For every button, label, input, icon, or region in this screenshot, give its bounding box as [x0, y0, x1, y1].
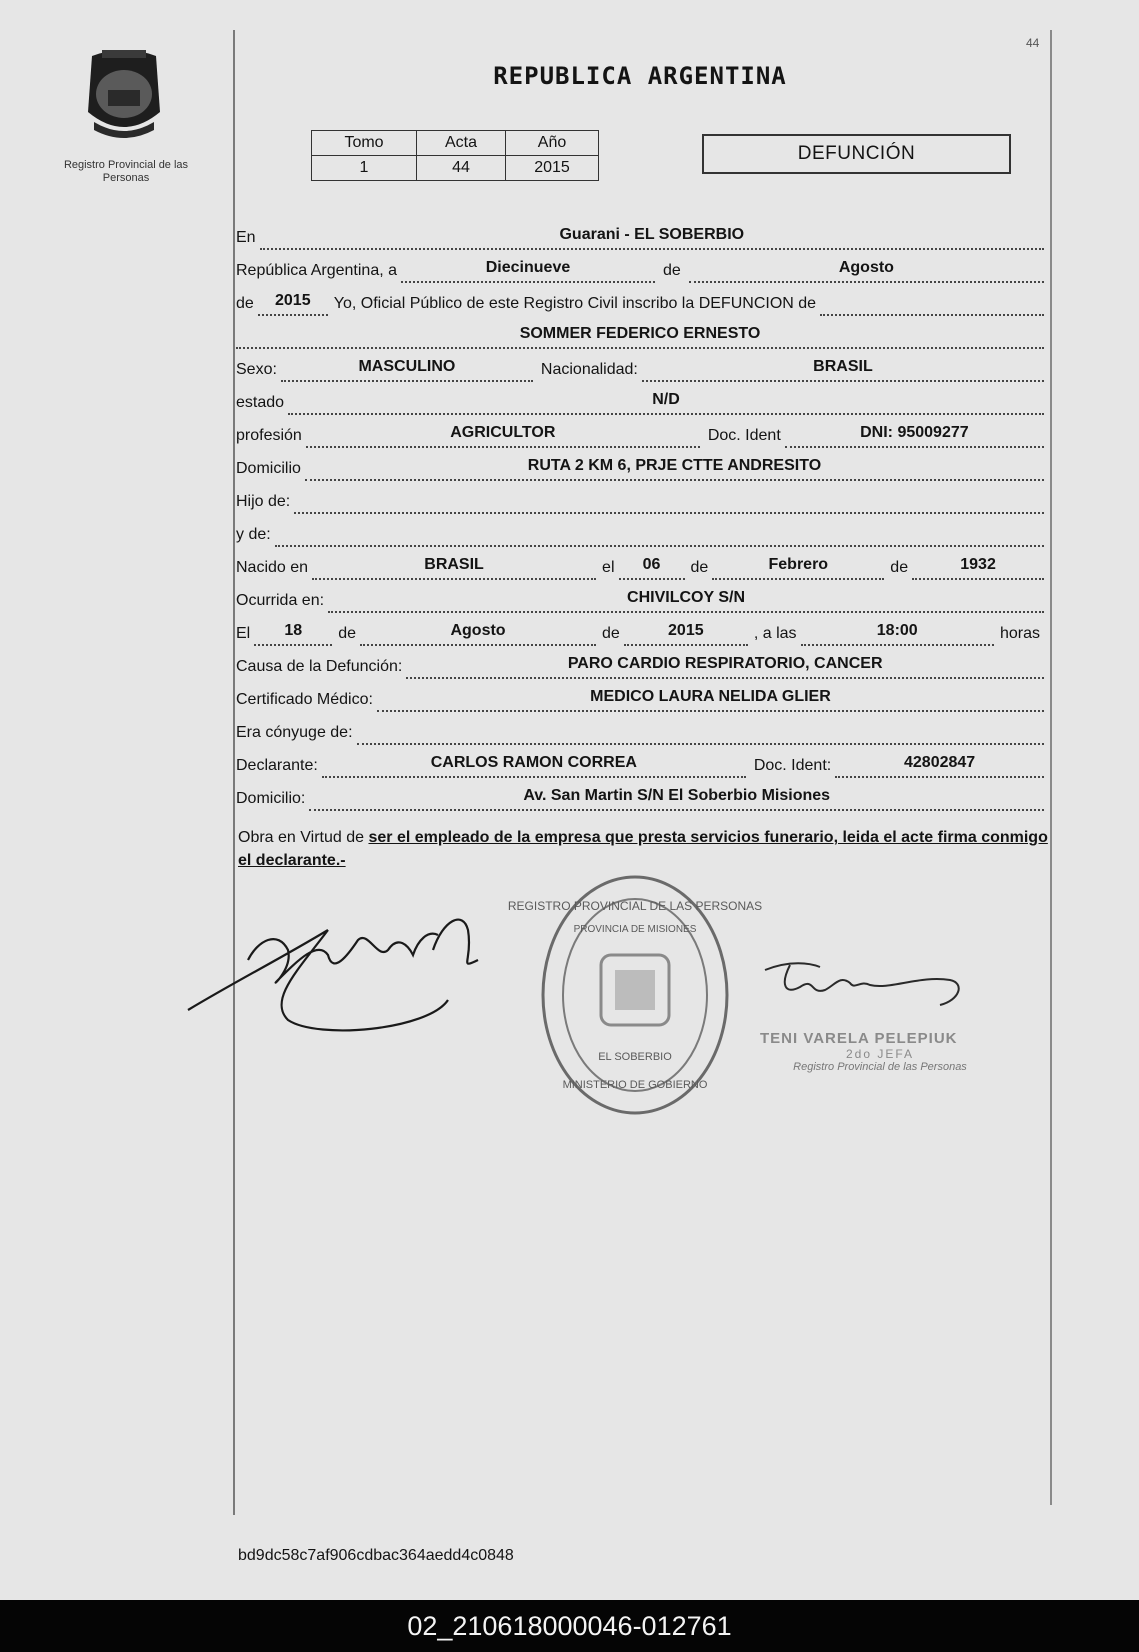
- label-doc-ident: Doc. Ident: [707, 427, 781, 444]
- label-el: el: [602, 559, 615, 576]
- field-profesion: AGRICULTOR: [306, 424, 700, 448]
- field-nombre: SOMMER FEDERICO ERNESTO: [236, 325, 1044, 349]
- signatory-role: 2do JEFA: [845, 1047, 915, 1061]
- document-title: REPUBLICA ARGENTINA: [493, 62, 787, 90]
- reference-value-row: [312, 156, 599, 181]
- label-nacionalidad: Nacionalidad:: [540, 361, 638, 378]
- row-certificado: [236, 682, 1044, 712]
- obra-text: ser el empleado de la empresa que presta servicios funerario, leida el acte firma conmigo el declarante.-: [238, 829, 1048, 869]
- field-def-mes: Agosto: [360, 622, 596, 646]
- obra-prefix: Obra en Virtud de: [238, 829, 365, 846]
- label-estado: estado: [236, 394, 285, 411]
- field-def-dia: 18: [254, 622, 332, 646]
- row-lugar: [236, 220, 1044, 250]
- label-nacido-en: Nacido en: [236, 559, 309, 576]
- field-anio-cont: [820, 292, 1044, 316]
- reference-header-row: [312, 131, 599, 156]
- right-margin-line: [1050, 30, 1052, 1505]
- field-declarante-domicilio: Av. San Martin S/N El Soberbio Misiones: [309, 787, 1044, 811]
- ref-header-acta: Acta: [417, 131, 506, 156]
- field-certificado: MEDICO LAURA NELIDA GLIER: [377, 688, 1044, 712]
- field-documento: DNI: 95009277: [785, 424, 1044, 448]
- signatory-org: Registro Provincial de las Personas: [793, 1061, 967, 1073]
- label-causa: Causa de la Defunción:: [236, 658, 403, 675]
- document-hash: bd9dc58c7af906cdbac364aedd4c0848: [238, 1547, 514, 1564]
- label-certificado: Certificado Médico:: [236, 691, 373, 708]
- row-fecha-defuncion: [236, 616, 1044, 646]
- field-domicilio: RUTA 2 KM 6, PRJE CTTE ANDRESITO: [305, 457, 1044, 481]
- field-declarante-doc: 42802847: [835, 754, 1044, 778]
- ref-value-acta: 44: [417, 156, 506, 181]
- label-de-def-anio: de: [602, 625, 620, 642]
- obra-statement: [238, 826, 1048, 872]
- row-causa: [236, 649, 1044, 679]
- label-republica: República Argentina, a: [236, 262, 397, 279]
- row-domicilio-decl: [236, 781, 1044, 811]
- field-estado: N/D: [288, 391, 1044, 415]
- label-yo: Yo, Oficial Público de este Registro Civil inscribo la DEFUNCION de: [333, 295, 817, 312]
- label-domicilio: Domicilio: [236, 460, 301, 477]
- row-estado: [236, 385, 1044, 415]
- stamp-city-text: EL SOBERBIO: [598, 1051, 672, 1063]
- field-nacionalidad: BRASIL: [642, 358, 1044, 382]
- row-fecha: [236, 253, 1044, 283]
- stamp-inner-text: PROVINCIA DE MISIONES: [573, 924, 697, 935]
- label-a-las: , a las: [753, 625, 797, 642]
- field-sexo: MASCULINO: [281, 358, 533, 382]
- label-en: En: [236, 229, 256, 246]
- field-conyuge: [357, 721, 1044, 745]
- label-declarante: Declarante:: [236, 757, 318, 774]
- left-margin-line: [233, 30, 235, 1515]
- row-anio: [236, 286, 1044, 316]
- row-hijo-de: [236, 484, 1044, 514]
- field-nac-dia: 06: [619, 556, 685, 580]
- label-de-def-mes: de: [338, 625, 357, 642]
- field-ocurrida-en: CHIVILCOY S/N: [328, 589, 1044, 613]
- label-doc-ident-decl: Doc. Ident:: [753, 757, 832, 774]
- label-profesion: profesión: [236, 427, 302, 444]
- record-type-box: DEFUNCIÓN: [702, 134, 1011, 174]
- label-sexo: Sexo:: [236, 361, 277, 378]
- label-el-cap: El: [236, 625, 251, 642]
- reference-table: [311, 130, 599, 181]
- official-signature-block: [760, 955, 1000, 1073]
- field-hijo-de: [294, 490, 1044, 514]
- row-ocurrida: [236, 583, 1044, 613]
- stamp-outer-text: REGISTRO PROVINCIAL DE LAS PERSONAS: [507, 899, 763, 913]
- label-ocurrida-en: Ocurrida en:: [236, 592, 325, 609]
- row-profesion: [236, 418, 1044, 448]
- field-declarante: CARLOS RAMON CORREA: [322, 754, 746, 778]
- label-de-nac-mes: de: [690, 559, 709, 576]
- footer-id-bar: [0, 1600, 1139, 1652]
- field-anio: 2015: [258, 292, 328, 316]
- row-y-de: [236, 517, 1044, 547]
- signatory-name: TENI VARELA PELEPIUK: [760, 1030, 958, 1047]
- official-stamp: [507, 870, 763, 1120]
- field-lugar: Guarani - EL SOBERBIO: [260, 226, 1044, 250]
- label-horas: horas: [999, 625, 1040, 642]
- row-sexo: [236, 352, 1044, 382]
- row-nombre: [236, 319, 1044, 349]
- label-hijo-de: Hijo de:: [236, 493, 291, 510]
- ref-value-anio: 2015: [506, 156, 599, 181]
- row-nacimiento: [236, 550, 1044, 580]
- row-domicilio: [236, 451, 1044, 481]
- stamp-bottom-text: MINISTERIO DE GOBIERNO: [562, 1079, 708, 1091]
- row-declarante: [236, 748, 1044, 778]
- label-de: de: [663, 262, 681, 279]
- field-y-de: [275, 523, 1044, 547]
- label-de-anio: de: [236, 295, 254, 312]
- ref-value-tomo: 1: [312, 156, 417, 181]
- field-mes: Agosto: [689, 259, 1044, 283]
- field-nac-mes: Febrero: [712, 556, 884, 580]
- field-def-hora: 18:00: [801, 622, 994, 646]
- label-domicilio-decl: Domicilio:: [236, 790, 306, 807]
- row-conyuge: [236, 715, 1044, 745]
- provincial-seal-logo: [72, 42, 176, 146]
- footer-id: 02_210618000046-012761: [407, 1611, 732, 1641]
- ref-header-tomo: Tomo: [312, 131, 417, 156]
- field-nacido-en: BRASIL: [312, 556, 596, 580]
- field-nac-anio: 1932: [912, 556, 1044, 580]
- ref-header-anio: Año: [506, 131, 599, 156]
- field-def-anio: 2015: [624, 622, 748, 646]
- field-dia-letras: Diecinueve: [401, 259, 655, 283]
- label-y-de: y de:: [236, 526, 271, 543]
- label-de-nac-anio: de: [890, 559, 909, 576]
- logo-caption: Registro Provincial de las Personas: [63, 159, 189, 184]
- official-signature: [760, 955, 980, 1015]
- field-causa: PARO CARDIO RESPIRATORIO, CANCER: [406, 655, 1044, 679]
- label-conyuge: Era cónyuge de:: [236, 724, 353, 741]
- page-number: 44: [1026, 36, 1040, 50]
- declarant-signature: [178, 900, 508, 1040]
